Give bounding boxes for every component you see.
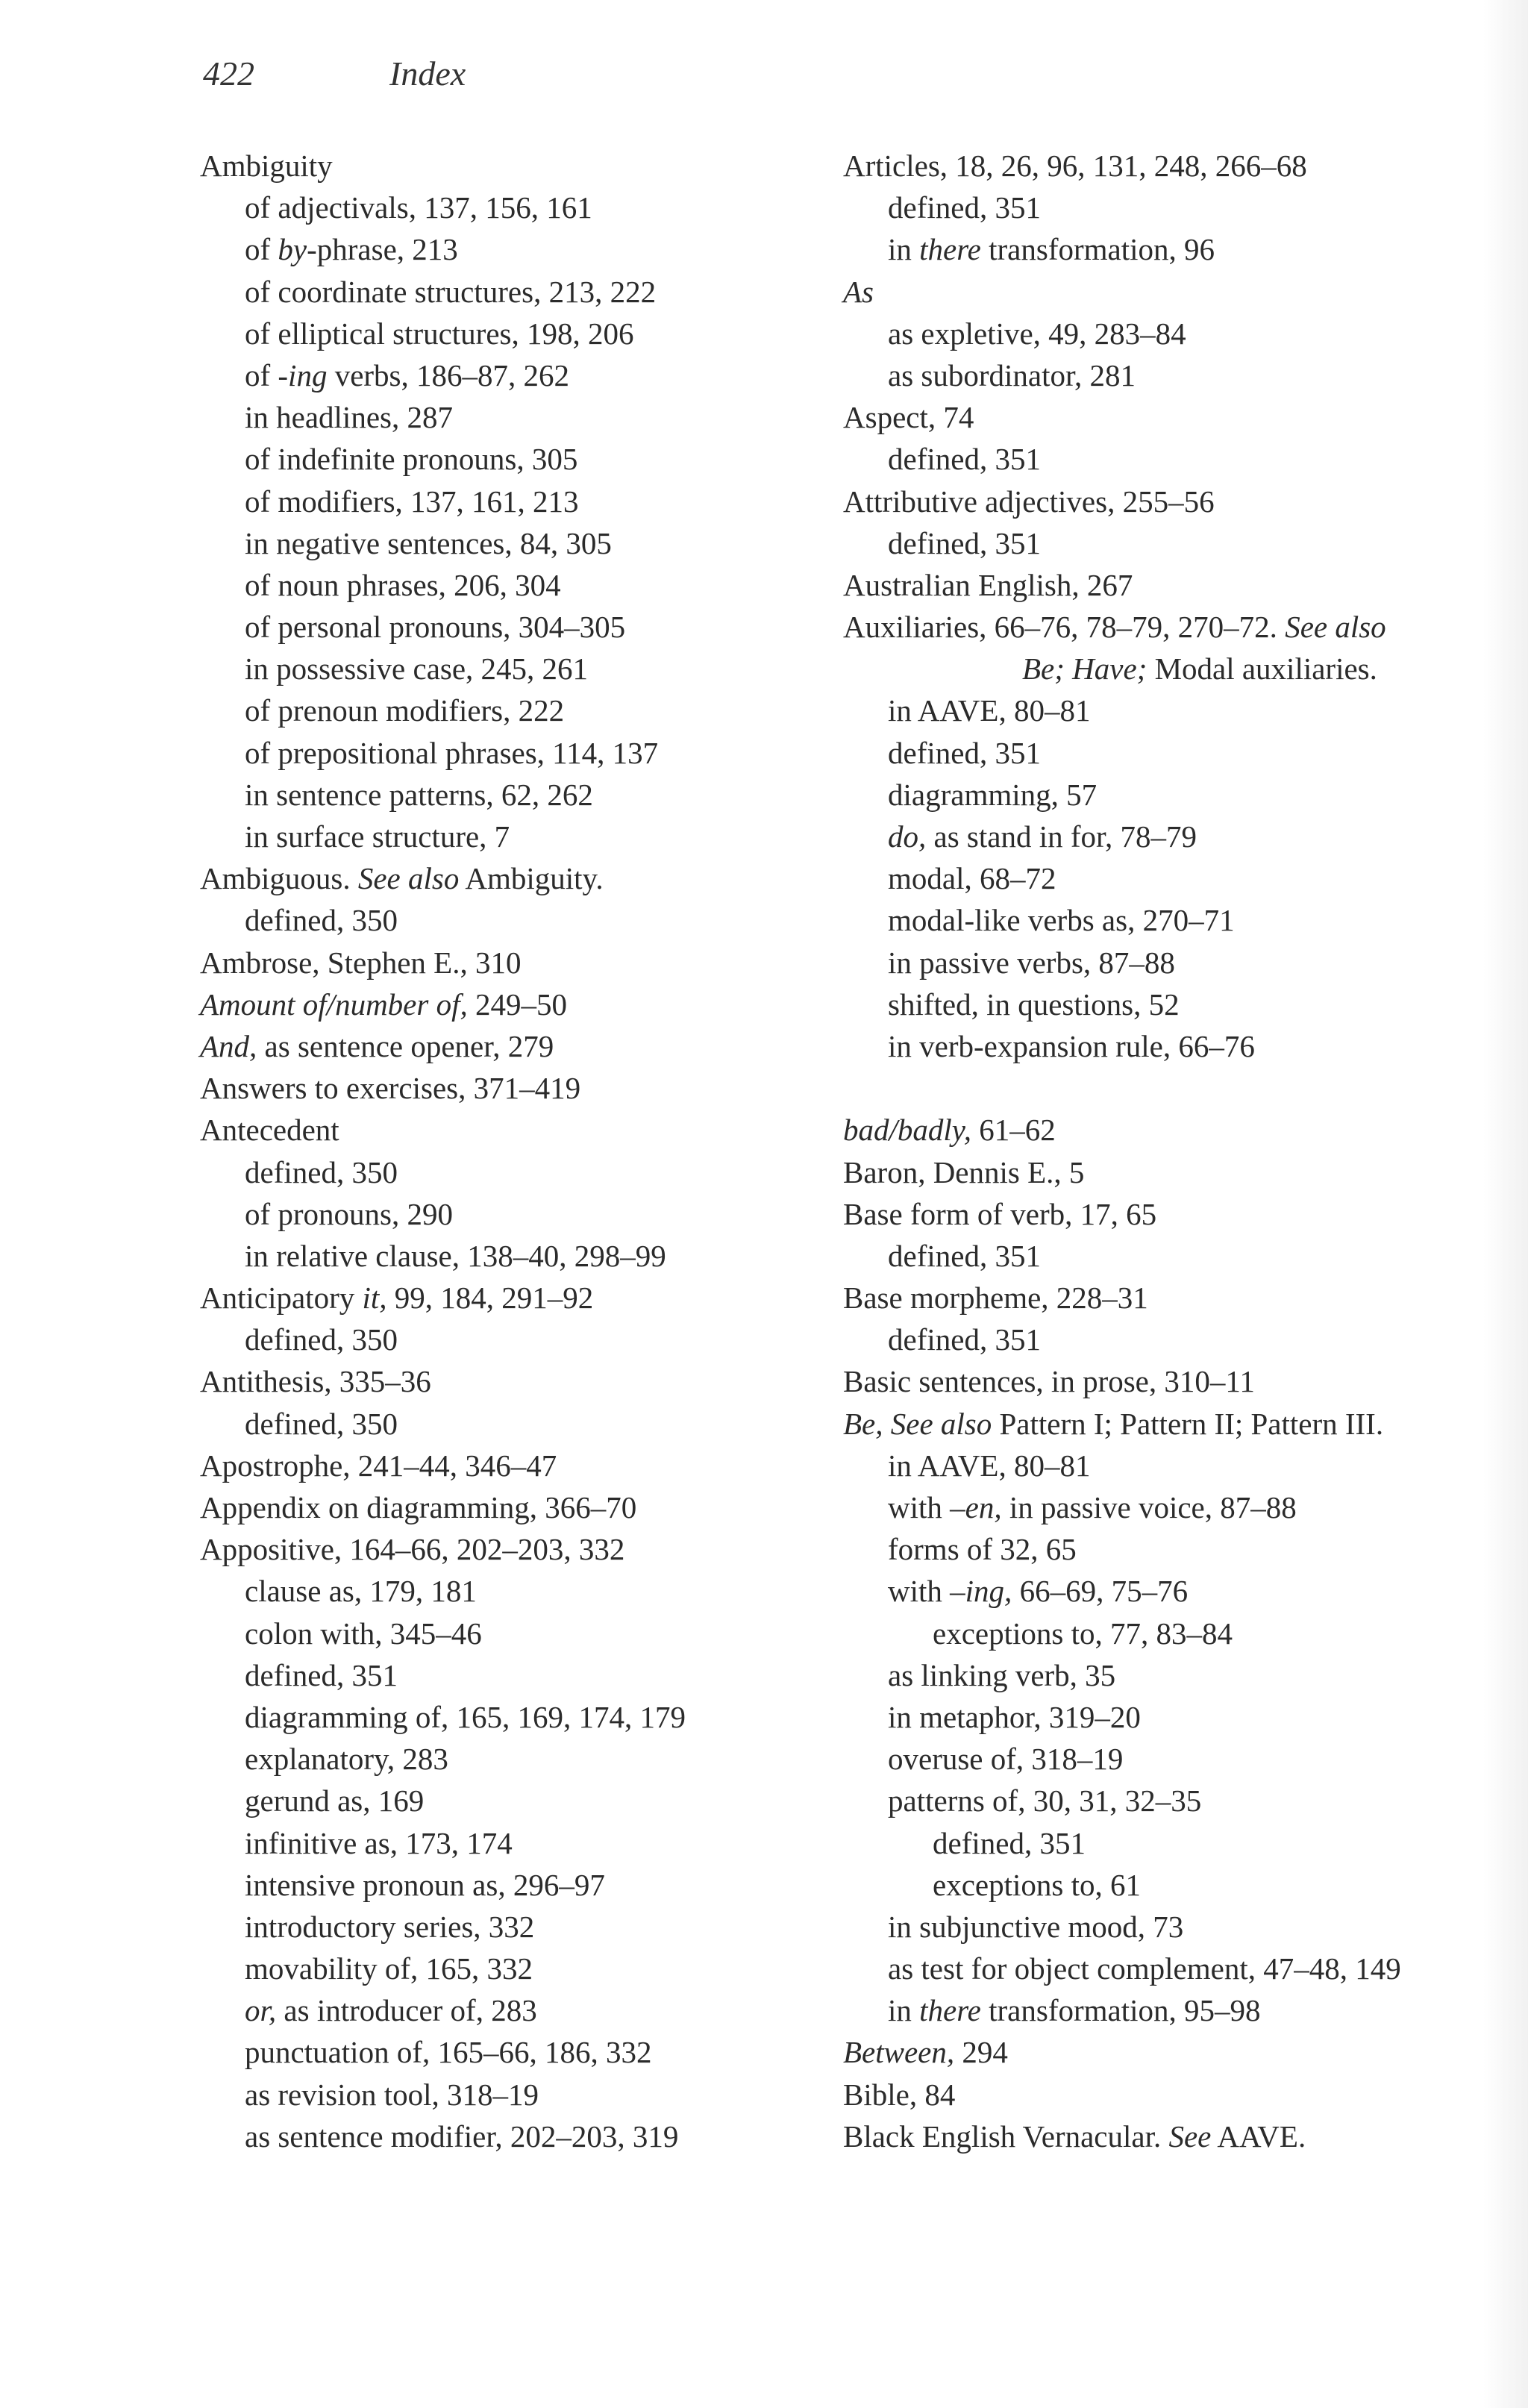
index-subentry	[843, 438, 1492, 480]
index-text: of personal pronouns, 304–305	[245, 610, 626, 645]
index-subentry	[200, 313, 797, 354]
index-text: modal, 68–72	[888, 861, 1056, 896]
index-text: of prepositional phrases, 114, 137	[245, 735, 659, 770]
index-text: as linking verb, 35	[888, 1657, 1116, 1692]
index-subentry	[843, 228, 1492, 270]
index-text: movability of, 165, 332	[245, 1951, 533, 1986]
index-column-left	[200, 145, 797, 2157]
index-text: Bible, 84	[843, 2077, 956, 2112]
index-text: defined, 350	[245, 1406, 398, 1441]
index-text: of coordinate structures, 213, 222	[245, 274, 657, 309]
index-text: shifted, in questions, 52	[888, 986, 1180, 1022]
index-text: with	[888, 1490, 951, 1524]
index-text: explanatory, 283	[245, 1742, 448, 1777]
index-entry	[200, 1109, 797, 1151]
index-term-italic: Be; Have;	[1022, 651, 1147, 687]
index-entry	[843, 1109, 1492, 1151]
index-text: of modifiers, 137, 161, 213	[245, 484, 579, 519]
index-entry	[200, 1445, 797, 1486]
index-term-italic: –en,	[950, 1490, 1002, 1524]
index-subentry	[843, 1319, 1492, 1360]
index-subentry	[843, 187, 1492, 228]
index-text: in	[888, 1993, 920, 2028]
index-text: in AAVE, 80–81	[888, 693, 1091, 728]
index-text: Australian English, 267	[843, 567, 1133, 602]
index-text: introductory series, 332	[245, 1909, 535, 1944]
index-subentry	[200, 1319, 797, 1360]
index-subentry	[843, 1696, 1492, 1738]
index-subentry	[200, 1780, 797, 1821]
index-subentry	[200, 522, 797, 564]
index-text: Antithesis, 335–36	[200, 1364, 431, 1399]
index-text: punctuation of, 165–66, 186, 332	[245, 2035, 652, 2070]
index-text: -phrase, 213	[307, 232, 458, 267]
index-text: of prenoun modifiers, 222	[245, 693, 565, 728]
index-subentry	[200, 271, 797, 313]
index-text: as sentence modifier, 202–203, 319	[245, 2118, 679, 2154]
index-text: defined, 351	[933, 1825, 1086, 1860]
index-subentry	[200, 816, 797, 857]
index-subentry	[843, 732, 1492, 774]
index-subentry	[843, 1025, 1492, 1067]
section-title: Index	[389, 54, 466, 93]
index-text: in subjunctive mood, 73	[888, 1909, 1184, 1944]
index-entry	[843, 606, 1492, 648]
index-term-italic: Be, See also	[843, 1406, 992, 1441]
index-text: Black English Vernacular.	[843, 2118, 1169, 2154]
index-text: defined, 351	[888, 442, 1041, 477]
index-text: defined, 350	[245, 1154, 398, 1189]
index-subentry	[843, 1948, 1492, 1989]
index-text: as expletive, 49, 283–84	[888, 316, 1186, 351]
index-text: as sentence opener, 279	[257, 1028, 554, 1063]
index-subentry	[200, 1696, 797, 1738]
index-text: Antecedent	[200, 1113, 339, 1148]
index-text: clause as, 179, 181	[245, 1574, 477, 1609]
index-text: defined, 351	[888, 735, 1041, 770]
index-text: defined, 351	[245, 1657, 398, 1692]
index-text: of adjectivals, 137, 156, 161	[245, 190, 592, 225]
index-subentry	[843, 354, 1492, 396]
index-text: transformation, 95–98	[980, 1993, 1261, 2028]
index-subentry	[200, 187, 797, 228]
index-subentry	[200, 1613, 797, 1654]
index-text: of elliptical structures, 198, 206	[245, 316, 634, 351]
index-term-italic: See also	[1285, 610, 1386, 645]
index-text: in verb-expansion rule, 66–76	[888, 1028, 1255, 1063]
index-term-italic: Between,	[843, 2035, 955, 2070]
index-text: in negative sentences, 84, 305	[245, 525, 612, 560]
index-term-italic: it,	[362, 1280, 387, 1316]
index-text: exceptions to, 61	[933, 1867, 1141, 1902]
index-text: as revision tool, 318–19	[245, 2077, 539, 2112]
index-text: transformation, 96	[980, 232, 1215, 267]
index-subentry	[843, 313, 1492, 354]
index-text: defined, 351	[888, 525, 1041, 560]
index-entry	[200, 857, 797, 899]
index-column-right	[843, 145, 1492, 2157]
index-text: intensive pronoun as, 296–97	[245, 1867, 605, 1902]
index-text: 294	[954, 2035, 1008, 2070]
index-text: defined, 350	[245, 1322, 398, 1357]
index-text: forms of 32, 65	[888, 1532, 1077, 1567]
index-entry	[843, 2074, 1492, 2115]
index-entry	[200, 983, 797, 1025]
index-subentry	[200, 1151, 797, 1193]
index-text: gerund as, 169	[245, 1783, 425, 1818]
index-text: Attributive adjectives, 255–56	[843, 484, 1215, 519]
index-text: as subordinator, 281	[888, 357, 1136, 393]
index-subentry	[843, 1528, 1492, 1570]
index-subentry	[843, 1864, 1492, 1906]
index-subentry	[200, 1193, 797, 1235]
index-text: Answers to exercises, 371–419	[200, 1071, 581, 1106]
index-entry	[843, 396, 1492, 438]
index-subentry	[843, 774, 1492, 816]
index-text: defined, 351	[888, 1238, 1041, 1273]
page-number: 422	[203, 54, 254, 93]
index-text: as stand in for, 78–79	[926, 819, 1197, 854]
index-text: verbs, 186–87, 262	[327, 357, 570, 393]
index-text: exceptions to, 77, 83–84	[933, 1616, 1233, 1651]
index-term-italic: or,	[245, 1993, 277, 2028]
index-text: in passive verbs, 87–88	[888, 945, 1175, 980]
index-text: Modal auxiliaries.	[1147, 651, 1377, 687]
index-entry	[843, 1193, 1492, 1235]
index-term-italic: See	[1168, 2118, 1212, 2154]
index-subentry	[200, 2031, 797, 2073]
index-text: colon with, 345–46	[245, 1616, 482, 1651]
index-text: in possessive case, 245, 261	[245, 651, 589, 687]
index-term-italic: See also	[357, 861, 460, 896]
index-term-italic: there	[919, 232, 981, 267]
index-subentry	[843, 689, 1492, 731]
index-subentry	[843, 1235, 1492, 1277]
index-subentry	[843, 899, 1492, 941]
index-entry	[200, 145, 797, 187]
index-text: Appositive, 164–66, 202–203, 332	[200, 1532, 625, 1567]
index-text: defined, 351	[888, 1322, 1041, 1357]
index-text: as test for object complement, 47–48, 149	[888, 1951, 1401, 1986]
index-subentry	[200, 1654, 797, 1696]
index-text: in AAVE, 80–81	[888, 1448, 1091, 1483]
index-term-italic: do,	[888, 819, 927, 854]
index-text: Base morpheme, 228–31	[843, 1280, 1148, 1316]
index-entry	[843, 271, 1492, 313]
index-text: Anticipatory	[200, 1280, 363, 1316]
index-subentry	[200, 1822, 797, 1864]
index-subentry	[843, 648, 1492, 689]
index-entry	[843, 145, 1492, 187]
index-term-italic: there	[919, 1993, 981, 2028]
index-subentry	[200, 648, 797, 689]
index-subentry	[843, 942, 1492, 983]
running-head	[203, 54, 466, 93]
index-entry	[200, 1528, 797, 1570]
index-subentry	[843, 1445, 1492, 1486]
index-text: as introducer of, 283	[276, 1993, 537, 2028]
index-text: 249–50	[467, 986, 567, 1022]
index-entry	[200, 1025, 797, 1067]
index-subentry	[200, 1989, 797, 2031]
index-text: defined, 351	[888, 190, 1041, 225]
index-term-italic: -ing	[278, 357, 328, 393]
index-text: Articles, 18, 26, 96, 131, 248, 266–68	[843, 148, 1307, 183]
index-text: Ambiguity	[200, 148, 333, 183]
index-subentry	[843, 816, 1492, 857]
index-subentry	[200, 689, 797, 731]
index-term-italic: Amount of/number of,	[200, 986, 468, 1022]
index-subentry	[843, 1486, 1492, 1528]
index-text: Auxiliaries, 66–76, 78–79, 270–72.	[843, 610, 1286, 645]
index-text: Apostrophe, 241–44, 346–47	[200, 1448, 557, 1483]
index-text: Aspect, 74	[843, 400, 974, 435]
index-text: in passive voice, 87–88	[1001, 1490, 1297, 1524]
index-subentry	[200, 228, 797, 270]
index-text: Base form of verb, 17, 65	[843, 1196, 1157, 1231]
index-text: in headlines, 287	[245, 400, 453, 435]
index-entry	[200, 942, 797, 983]
index-entry	[843, 2115, 1492, 2157]
index-text: infinitive as, 173, 174	[245, 1825, 513, 1860]
index-entry	[843, 1151, 1492, 1193]
index-text: Ambrose, Stephen E., 310	[200, 945, 522, 980]
index-subentry	[200, 899, 797, 941]
index-subentry	[843, 1989, 1492, 2031]
index-term-italic: by	[278, 232, 307, 267]
index-subentry	[200, 774, 797, 816]
index-entry	[843, 1277, 1492, 1319]
index-subentry	[843, 1613, 1492, 1654]
index-entry	[843, 564, 1492, 606]
index-term-italic: bad/badly,	[843, 1113, 971, 1148]
index-term-italic: As	[843, 274, 874, 309]
index-text: Pattern I; Pattern II; Pattern III.	[992, 1406, 1384, 1441]
index-text: modal-like verbs as, 270–71	[888, 903, 1235, 938]
index-text: defined, 350	[245, 903, 398, 938]
index-text: in sentence patterns, 62, 262	[245, 777, 593, 812]
index-text: diagramming, 57	[888, 777, 1098, 812]
index-subentry	[843, 1570, 1492, 1612]
index-text: AAVE.	[1211, 2118, 1306, 2154]
index-text: 99, 184, 291–92	[386, 1280, 594, 1316]
index-subentry	[200, 1738, 797, 1780]
index-subentry	[200, 2115, 797, 2157]
index-subentry	[200, 564, 797, 606]
index-subentry	[200, 396, 797, 438]
index-subentry	[200, 1948, 797, 1989]
index-text: Basic sentences, in prose, 310–11	[843, 1364, 1255, 1399]
index-text: 61–62	[971, 1113, 1056, 1148]
index-text: in	[888, 232, 920, 267]
index-subentry	[200, 1235, 797, 1277]
index-subentry	[843, 983, 1492, 1025]
index-text: 66–69, 75–76	[1012, 1574, 1189, 1609]
index-subentry	[843, 1780, 1492, 1821]
index-text: of	[245, 232, 278, 267]
index-text: patterns of, 30, 31, 32–35	[888, 1783, 1202, 1818]
index-subentry	[200, 1906, 797, 1948]
index-text: Ambiguity.	[459, 861, 604, 896]
index-subentry	[200, 354, 797, 396]
index-text: of noun phrases, 206, 304	[245, 567, 561, 602]
index-entry	[200, 1277, 797, 1319]
index-entry	[843, 481, 1492, 522]
index-subentry	[843, 1822, 1492, 1864]
index-gap	[843, 1067, 1492, 1109]
index-text: in metaphor, 319–20	[888, 1699, 1141, 1734]
index-text: in relative clause, 138–40, 298–99	[245, 1238, 666, 1273]
index-subentry	[843, 857, 1492, 899]
index-text: of indefinite pronouns, 305	[245, 442, 578, 477]
index-subentry	[843, 1906, 1492, 1948]
index-subentry	[843, 1654, 1492, 1696]
index-text: overuse of, 318–19	[888, 1742, 1124, 1777]
index-subentry	[200, 1403, 797, 1445]
index-text: Appendix on diagramming, 366–70	[200, 1490, 637, 1524]
index-term-italic: –ing,	[950, 1574, 1012, 1609]
index-entry	[200, 1360, 797, 1402]
index-entry	[843, 1360, 1492, 1402]
index-text: of	[245, 357, 278, 393]
index-subentry	[200, 438, 797, 480]
index-text: Ambiguous.	[200, 861, 358, 896]
index-entry	[200, 1486, 797, 1528]
index-text: Baron, Dennis E., 5	[843, 1154, 1085, 1189]
index-term-italic: And,	[200, 1028, 257, 1063]
index-subentry	[843, 522, 1492, 564]
index-subentry	[843, 1738, 1492, 1780]
index-subentry	[200, 732, 797, 774]
index-subentry	[200, 606, 797, 648]
index-text: in surface structure, 7	[245, 819, 510, 854]
index-entry	[843, 2031, 1492, 2073]
index-subentry	[200, 1864, 797, 1906]
index-text: diagramming of, 165, 169, 174, 179	[245, 1699, 686, 1734]
index-subentry	[200, 2074, 797, 2115]
index-entry	[843, 1403, 1492, 1445]
index-subentry	[200, 481, 797, 522]
index-subentry	[200, 1570, 797, 1612]
index-text: with	[888, 1574, 951, 1609]
index-entry	[200, 1067, 797, 1109]
index-text: of pronouns, 290	[245, 1196, 454, 1231]
